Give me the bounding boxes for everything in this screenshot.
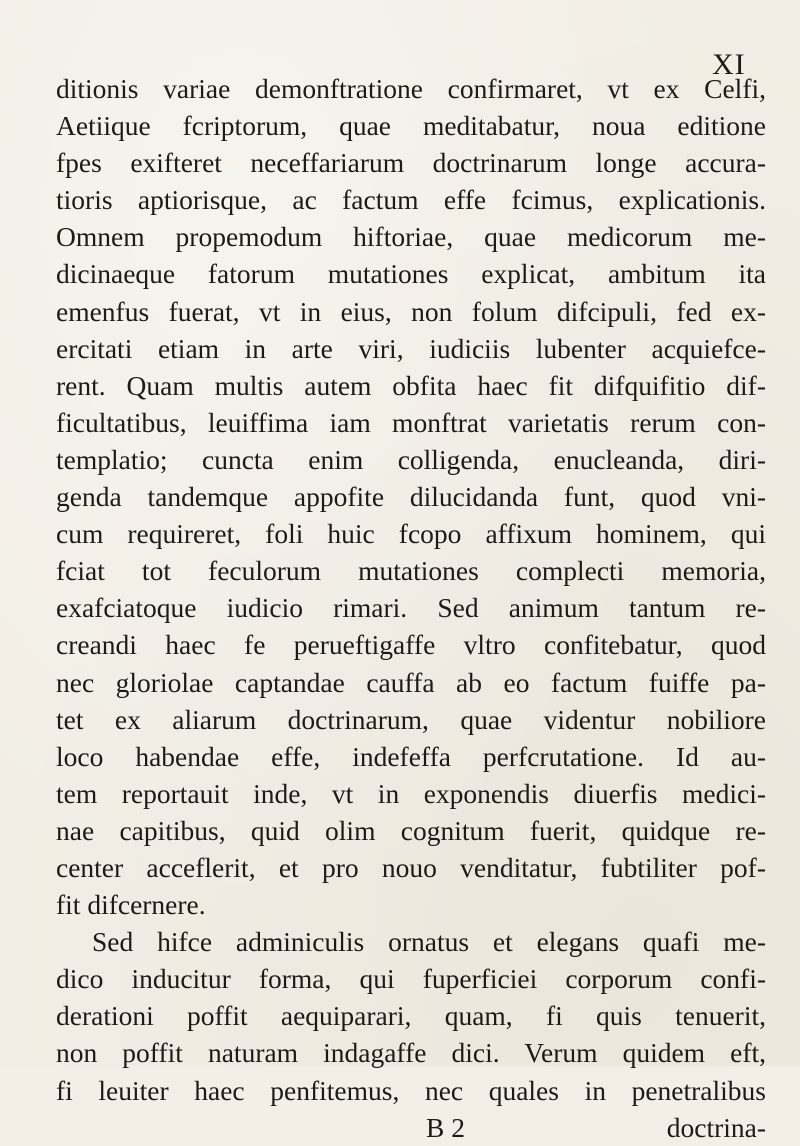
text-line: templatio; cuncta enim colligenda, enucleanda, diri- [56, 443, 766, 475]
text-line: ercitati etiam in arte viri, iudiciis lubenter acquiefce- [56, 332, 766, 364]
text-line: creandi haec fe perueftigaffe vltro confitebatur, quod [56, 629, 766, 661]
text-line: Aetiique fcriptorum, quae meditabatur, noua editione [56, 110, 766, 142]
footer-line [56, 1109, 766, 1146]
text-line: Omnem propemodum hiftoriae, quae medicorum me- [56, 221, 766, 253]
text-line: nec gloriolae captandae cauffa ab eo factum fuiffe pa- [56, 666, 766, 698]
text-line: rent. Quam multis autem obfita haec fit difquifitio dif- [56, 369, 766, 401]
text-line: fpes exifteret neceffariarum doctrinarum longe accura- [56, 147, 766, 179]
catchword: doctrina- [666, 1111, 766, 1143]
body-text [56, 70, 766, 1146]
page-number: XI [712, 48, 746, 81]
text-line: exafciatoque iudicio rimari. Sed animum tantum re- [56, 592, 766, 624]
text-line: emenfus fuerat, vt in eius, non folum difcipuli, fed ex- [56, 295, 766, 327]
signature-mark: B 2 [426, 1111, 465, 1143]
text-line: fit difcernere. [56, 889, 206, 921]
text-line: dico inducitur forma, qui fuperficiei corporum confi- [56, 963, 766, 995]
text-line: cum requireret, foli huic fcopo affixum hominem, qui [56, 518, 766, 550]
text-line: ditionis variae demonftratione confirmaret, vt ex Celfi, [56, 73, 766, 104]
text-line: tet ex aliarum doctrinarum, quae videntur nobiliore [56, 703, 766, 735]
text-line: center acceflerit, et pro nouo venditatur, fubtiliter pof- [56, 851, 766, 883]
text-line: genda tandemque appofite dilucidanda funt, quod vni- [56, 481, 766, 513]
text-line: fi leuiter haec penfitemus, nec quales in penetralibus [56, 1074, 766, 1106]
text-line: ficultatibus, leuiffima iam monftrat varietatis rerum con- [56, 406, 766, 438]
text-line: Sed hifce adminiculis ornatus et elegans quafi me- [92, 926, 766, 958]
text-line: nae capitibus, quid olim cognitum fuerit, quidque re- [56, 814, 766, 846]
text-line: fciat tot feculorum mutationes complecti memoria, [56, 555, 766, 587]
text-line: non poffit naturam indagaffe dici. Verum quidem eft, [56, 1037, 766, 1069]
text-line: tem reportauit inde, vt in exponendis diuerfis medici- [56, 777, 766, 809]
text-line: loco habendae effe, indefeffa perfcrutatione. Id au- [56, 740, 766, 772]
text-line: tioris aptiorisque, ac factum effe fcimus, explicationis. [56, 184, 766, 216]
text-line: derationi poffit aequiparari, quam, fi quis tenuerit, [56, 1000, 766, 1032]
text-line: dicinaeque fatorum mutationes explicat, ambitum ita [56, 258, 766, 290]
